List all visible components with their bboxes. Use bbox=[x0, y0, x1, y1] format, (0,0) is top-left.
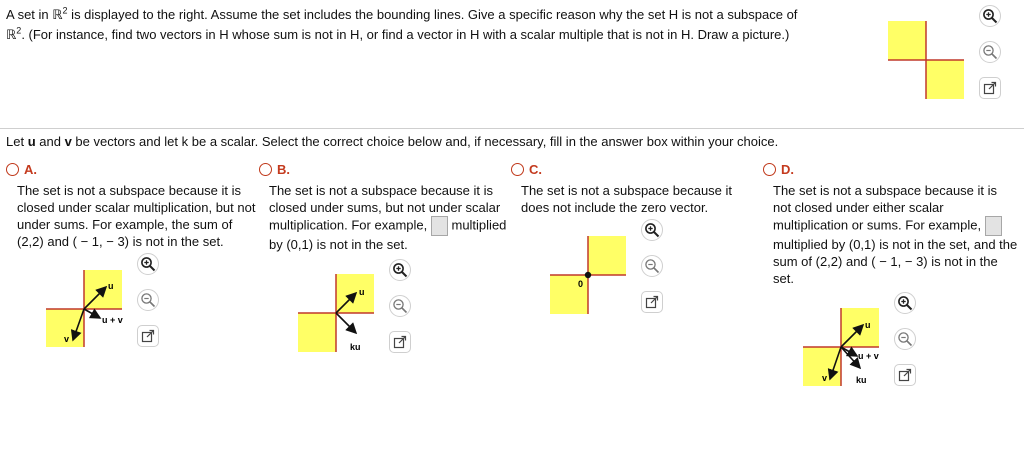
choice-d-text: The set is not a subspace because it is not closed under either scalar multiplication or sums. For example, multiplied by (0,1) is not in the set, and the sum of (2,2) and ( − 1, − 3) is not in the set. bbox=[773, 183, 1018, 286]
zoom-out-icon bbox=[644, 258, 660, 274]
choice-d-zoom-in-button[interactable] bbox=[894, 292, 916, 314]
radio-b[interactable] bbox=[259, 163, 272, 176]
zoom-in-icon bbox=[644, 222, 660, 238]
choice-b-zoom-out-button[interactable] bbox=[389, 295, 411, 317]
zoom-in-button[interactable] bbox=[979, 5, 1001, 27]
label-u: u bbox=[359, 287, 365, 297]
choice-c-radio[interactable]: C. bbox=[511, 162, 542, 177]
label-u-plus-v: u + v bbox=[858, 351, 879, 361]
question-line-2: ℝ$^2$. (For instance, find two vectors in H whose sum is not in H, or find a vector in H with a scalar multiple that is not in H. Draw a picture.) bbox=[6, 25, 790, 42]
zoom-out-button[interactable] bbox=[979, 41, 1001, 63]
label-ku: ku bbox=[350, 342, 361, 352]
choice-c-text: The set is not a subspace because it does not include the zero vector. bbox=[521, 183, 733, 215]
choice-d-popout-button[interactable] bbox=[894, 364, 916, 386]
zoom-in-icon bbox=[140, 256, 156, 272]
choice-b-popout-button[interactable] bbox=[389, 331, 411, 353]
choice-d-zoom-out-button[interactable] bbox=[894, 328, 916, 350]
choice-a-zoom-out-button[interactable] bbox=[137, 289, 159, 311]
label-v: v bbox=[64, 334, 70, 344]
label-ku: ku bbox=[856, 375, 867, 385]
popout-icon bbox=[645, 295, 659, 309]
label-u: u bbox=[108, 281, 114, 291]
choice-d-answer-box[interactable] bbox=[985, 216, 1002, 236]
zoom-out-icon bbox=[140, 292, 156, 308]
divider bbox=[0, 128, 1024, 129]
choice-c-graph bbox=[546, 234, 636, 318]
choice-a-radio[interactable]: A. bbox=[6, 162, 37, 177]
label-u: u bbox=[865, 320, 871, 330]
zoom-in-icon bbox=[392, 262, 408, 278]
region-quadrant-4 bbox=[926, 60, 964, 99]
choice-a-popout-button[interactable] bbox=[137, 325, 159, 347]
radio-a[interactable] bbox=[6, 163, 19, 176]
label-u-plus-v: u + v bbox=[102, 315, 123, 325]
choice-b-graph bbox=[292, 272, 382, 356]
choice-a-text: The set is not a subspace because it is closed under scalar multiplication, but not under sums. For example, the sum of (2,2) and ( − 1, − 3) is not in the set. bbox=[17, 183, 256, 249]
vector-ku bbox=[336, 313, 356, 333]
choice-b-answer-box[interactable] bbox=[431, 216, 448, 236]
choice-b-radio[interactable]: B. bbox=[259, 162, 290, 177]
region-quadrant-2 bbox=[888, 21, 926, 60]
label-zero: 0 bbox=[578, 279, 584, 289]
choice-c-zoom-out-button[interactable] bbox=[641, 255, 663, 277]
instruction-text: Let u and v be vectors and let k be a scalar. Select the correct choice below and, if necessary, fill in the answer box within your choice. bbox=[6, 134, 779, 149]
radio-c[interactable] bbox=[511, 163, 524, 176]
label-v: v bbox=[822, 373, 828, 383]
question-line-1: A set in ℝ$^2$ is displayed to the right. Assume the set includes the bounding lines. Give a specific reason why the set H is not a subspace of bbox=[6, 5, 798, 22]
popout-icon bbox=[983, 81, 997, 95]
zoom-out-icon bbox=[392, 298, 408, 314]
vector-u-plus-v bbox=[84, 309, 100, 318]
question-text bbox=[6, 5, 856, 45]
zoom-out-icon bbox=[982, 44, 998, 60]
choice-d-graph bbox=[797, 306, 889, 390]
choice-c-popout-button[interactable] bbox=[641, 291, 663, 313]
choice-b-text: The set is not a subspace because it is closed under sums, but not under scalar multiplication. For example, multiplied by (0,1) is not in the set. bbox=[269, 183, 507, 252]
choice-c-zoom-in-button[interactable] bbox=[641, 219, 663, 241]
zoom-in-icon bbox=[897, 295, 913, 311]
popout-icon bbox=[393, 335, 407, 349]
set-h-figure bbox=[886, 19, 966, 101]
popout-button[interactable] bbox=[979, 77, 1001, 99]
origin-point bbox=[585, 272, 591, 278]
zoom-out-icon bbox=[897, 331, 913, 347]
choice-a-zoom-in-button[interactable] bbox=[137, 253, 159, 275]
radio-d[interactable] bbox=[763, 163, 776, 176]
choice-d-radio[interactable]: D. bbox=[763, 162, 794, 177]
zoom-in-icon bbox=[982, 8, 998, 24]
popout-icon bbox=[141, 329, 155, 343]
choice-a-graph bbox=[40, 268, 130, 350]
popout-icon bbox=[898, 368, 912, 382]
choice-b-zoom-in-button[interactable] bbox=[389, 259, 411, 281]
